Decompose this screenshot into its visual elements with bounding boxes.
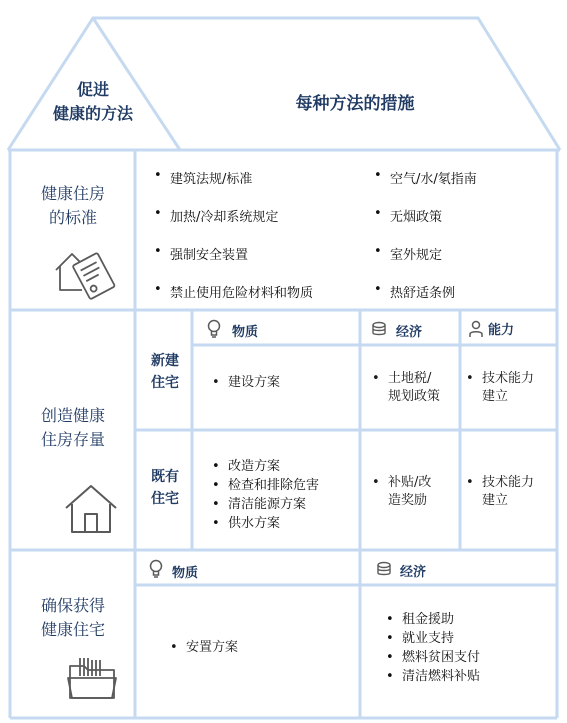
new-economy-item <box>388 370 440 406</box>
new-economy-line2: 规划政策 <box>388 389 441 404</box>
new-capacity-line1: • 技术能力 <box>482 371 535 386</box>
header-material: 物质 <box>232 325 259 340</box>
new-housing-label-line2: 住宅 <box>151 375 179 391</box>
approach-title <box>38 78 148 126</box>
list-item: • 无烟政策 <box>372 206 477 244</box>
person-icon <box>468 320 484 338</box>
list-item: • 燃料贫困支付 <box>384 648 480 667</box>
list-item: • 就业支持 <box>384 629 480 648</box>
existing-housing-label <box>140 466 190 510</box>
list-item: • 检查和排除危害 <box>210 476 319 495</box>
list-item: • 清洁燃料补贴 <box>384 667 480 686</box>
row3-material-item: • 安置方案 <box>186 639 238 657</box>
approach-title-line2: 健康的方法 <box>52 104 133 123</box>
row3-label-line2: 健康住宅 <box>40 620 105 639</box>
list-item: • 热舒适条例 <box>372 282 477 320</box>
existing-housing-label-line2: 住宅 <box>151 491 179 507</box>
row1-left-list <box>152 168 313 320</box>
document-house-icon <box>52 246 124 302</box>
row2-label <box>22 404 124 452</box>
row3-economy-list <box>384 610 480 686</box>
existing-economy-line2: 造奖励 <box>388 493 428 508</box>
row1-label-line2: 的标准 <box>48 208 97 227</box>
folder-icon <box>64 654 120 704</box>
header-capacity: 能力 <box>488 323 515 338</box>
list-item: • 租金援助 <box>384 610 480 629</box>
new-material-item: • 建设方案 <box>228 374 280 392</box>
house-icon <box>62 482 120 536</box>
new-capacity-item <box>482 370 534 406</box>
existing-capacity-line2: 建立 <box>482 493 509 508</box>
list-item: • 改造方案 <box>210 457 319 476</box>
row3-header-material: 物质 <box>172 566 199 581</box>
new-economy-line1: • 土地税/ <box>388 371 432 386</box>
existing-economy-item <box>388 474 431 510</box>
list-item: • 空气/水/氡指南 <box>372 168 477 206</box>
measures-title: 每种方法的措施 <box>295 94 415 114</box>
list-item: • 供水方案 <box>210 514 319 533</box>
existing-capacity-item <box>482 474 534 510</box>
row1-label-line1: 健康住房 <box>40 184 105 203</box>
new-capacity-line2: 建立 <box>482 389 509 404</box>
row3-label <box>22 594 124 642</box>
list-item: • 强制安全装置 <box>152 244 313 282</box>
row3-label-line1: 确保获得 <box>40 596 105 615</box>
list-item: • 清洁能源方案 <box>210 495 319 514</box>
list-item: • 室外规定 <box>372 244 477 282</box>
lightbulb-icon <box>148 559 164 579</box>
row1-right-list <box>372 168 477 320</box>
existing-capacity-line1: • 技术能力 <box>482 475 535 490</box>
new-housing-label <box>140 350 190 394</box>
list-item: • 建筑法规/标准 <box>152 168 313 206</box>
list-item: • 禁止使用危险材料和物质 <box>152 282 313 320</box>
existing-material-list <box>210 457 319 533</box>
row2-label-line2: 住房存量 <box>40 430 105 449</box>
list-item: • 加热/冷却系统规定 <box>152 206 313 244</box>
row1-label <box>22 182 124 230</box>
row3-header-economy: 经济 <box>400 565 427 580</box>
coins-icon <box>371 321 387 337</box>
header-economy: 经济 <box>396 325 423 340</box>
approach-title-line1: 促进 <box>76 80 109 99</box>
new-housing-label-line1: 新建 <box>151 353 179 369</box>
existing-economy-line1: • 补贴/改 <box>388 475 432 490</box>
existing-housing-label-line1: 既有 <box>151 469 179 485</box>
lightbulb-icon <box>206 319 222 339</box>
row2-label-line1: 创造健康 <box>40 406 105 425</box>
coins-icon <box>376 561 392 577</box>
